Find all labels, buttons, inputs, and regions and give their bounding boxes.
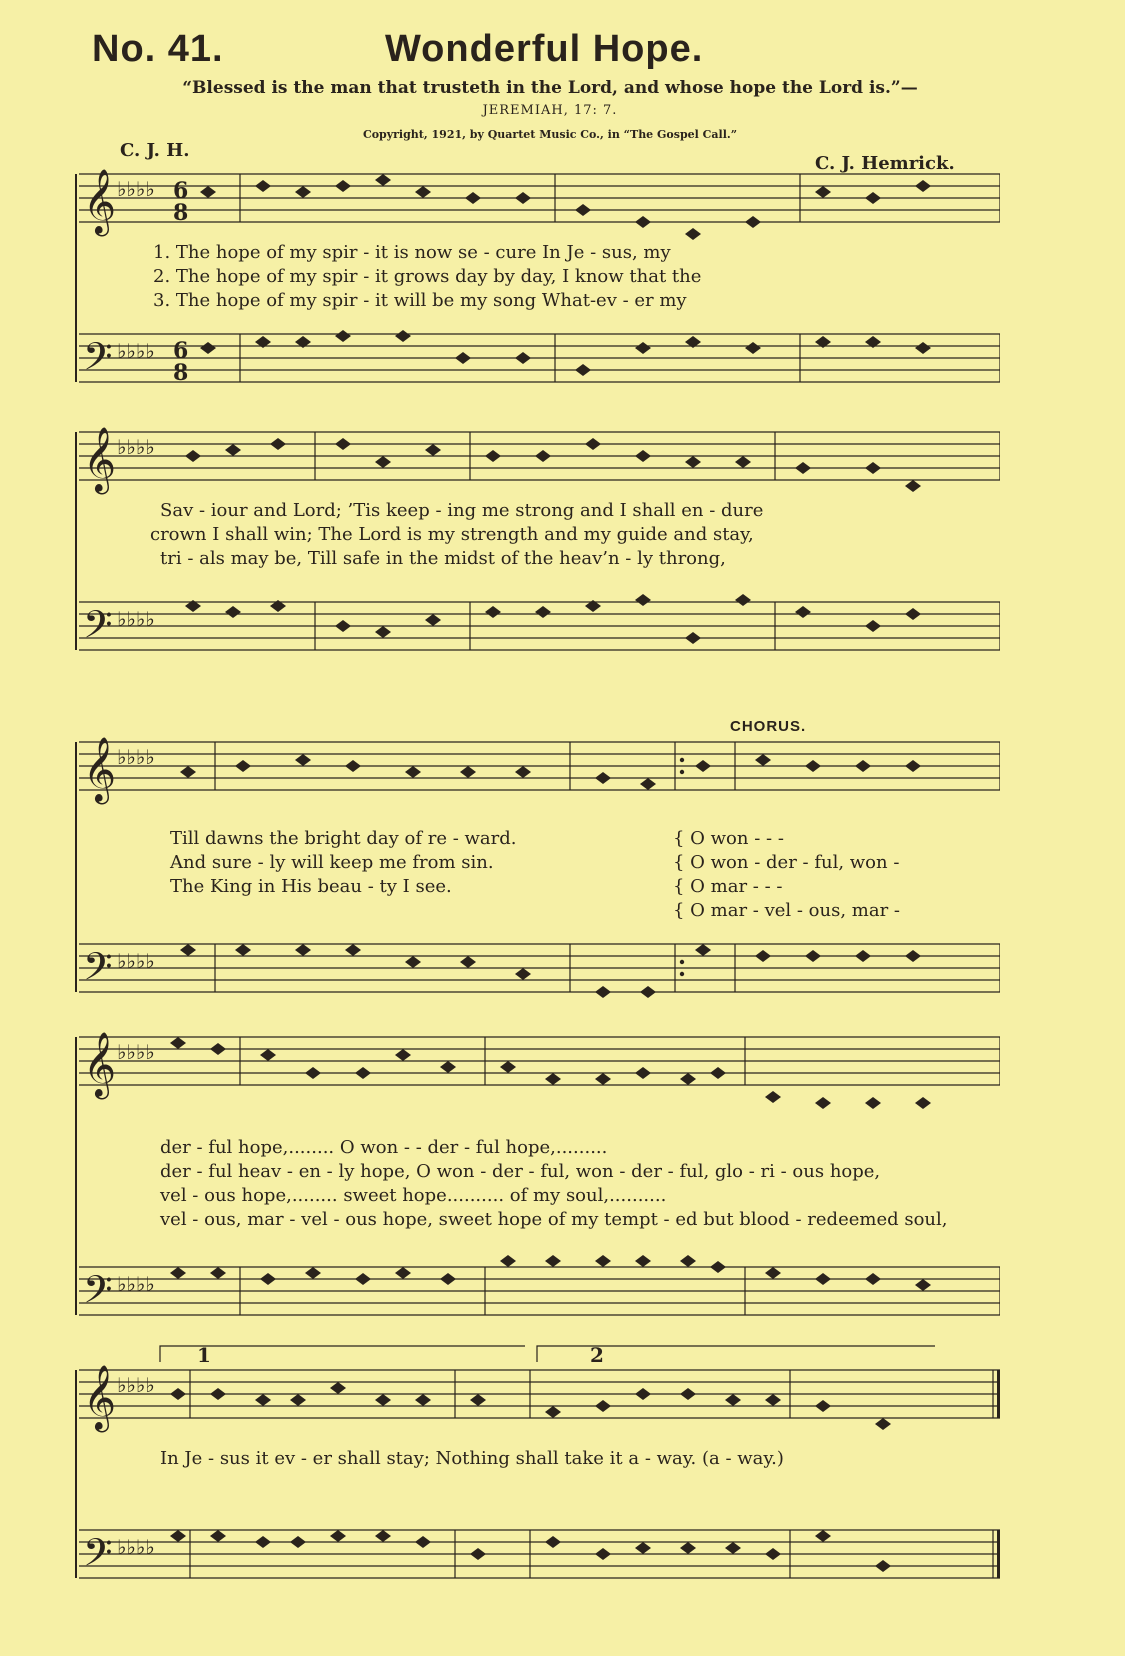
svg-text:𝄞: 𝄞 xyxy=(83,427,117,492)
copyright-notice: Copyright, 1921, by Quartet Music Co., in “The Gospel Call.” xyxy=(362,128,738,141)
scripture-reference: JEREMIAH, 17: 7. xyxy=(482,103,618,118)
lyric-line-1: der - ful hope,........ O won - - der - ful hope,......... xyxy=(160,1137,608,1158)
lyric-verse-2: 2. The hope of my spir - it grows day by day, I know that the xyxy=(153,266,702,287)
svg-text:𝄞: 𝄞 xyxy=(83,1365,117,1430)
svg-text:♭♭♭♭: ♭♭♭♭ xyxy=(117,745,155,769)
staff-pair-graphic xyxy=(75,1340,1000,1640)
lyric-line-2: der - ful heav - en - ly hope, O won - der - ful, won - der - ful, glo - ri - ous hope, xyxy=(160,1161,881,1182)
lyric-line-final: In Je - sus it ev - er shall stay; Nothing shall take it a - way. (a - way.) xyxy=(160,1448,784,1469)
svg-text:♭♭♭♭: ♭♭♭♭ xyxy=(117,1272,155,1296)
svg-text:8: 8 xyxy=(173,360,189,386)
key-signature-icon: ♭♭♭♭ xyxy=(117,177,155,201)
chorus-lyric-3: { O mar - - - xyxy=(673,876,783,897)
chorus-lyric-4: { O mar - vel - ous, mar - xyxy=(673,900,901,921)
lyric-verse-3: tri - als may be, Till safe in the midst of the heav’n - ly throng, xyxy=(160,548,726,569)
time-signature-top: 6 xyxy=(173,178,189,204)
svg-text:♭♭♭♭: ♭♭♭♭ xyxy=(117,1373,155,1397)
time-signature-bottom: 8 xyxy=(173,200,189,226)
svg-text:6: 6 xyxy=(173,338,189,364)
bass-clef-icon: 𝄢 xyxy=(83,334,113,388)
svg-text:♭♭♭♭: ♭♭♭♭ xyxy=(117,435,155,459)
music-system-1 xyxy=(75,162,1000,402)
second-ending-label: 2 xyxy=(590,1343,604,1367)
svg-text:𝄞: 𝄞 xyxy=(83,737,117,802)
hymn-title: Wonderful Hope. xyxy=(385,28,704,70)
lyric-verse-1: Till dawns the bright day of re - ward. xyxy=(170,828,517,849)
lyric-verse-3: The King in His beau - ty I see. xyxy=(170,876,452,897)
first-ending-label: 1 xyxy=(197,1343,211,1367)
svg-text:𝄢: 𝄢 xyxy=(83,1530,113,1584)
lyric-verse-3: 3. The hope of my spir - it will be my song What-ev - er my xyxy=(153,290,687,311)
svg-text:𝄢: 𝄢 xyxy=(83,602,113,656)
composer-credit: C. J. Hemrick. xyxy=(815,153,955,174)
svg-text:𝄞: 𝄞 xyxy=(83,1032,117,1097)
music-system-2 xyxy=(75,420,1000,680)
svg-text:♭♭♭♭: ♭♭♭♭ xyxy=(117,1535,155,1559)
lyric-verse-1: 1. The hope of my spir - it is now se - cure In Je - sus, my xyxy=(153,242,671,263)
music-system-5 xyxy=(75,1340,1000,1640)
scripture-epigraph: “Blessed is the man that trusteth in the Lord, and whose hope the Lord is.”— xyxy=(182,78,918,98)
music-system-4 xyxy=(75,1025,1000,1325)
svg-text:♭♭♭♭: ♭♭♭♭ xyxy=(117,1040,155,1064)
svg-text:𝄢: 𝄢 xyxy=(83,944,113,998)
hymn-number: No. 41. xyxy=(92,28,224,70)
svg-text:𝄢: 𝄢 xyxy=(83,1267,113,1321)
svg-text:♭♭♭♭: ♭♭♭♭ xyxy=(117,607,155,631)
chorus-label: CHORUS. xyxy=(730,718,807,735)
chorus-lyric-1: { O won - - - xyxy=(673,828,784,849)
lyric-verse-1: Sav - iour and Lord; ’Tis keep - ing me strong and I shall en - dure xyxy=(160,500,764,521)
svg-text:♭♭♭♭: ♭♭♭♭ xyxy=(117,339,155,363)
treble-clef-icon: 𝄞 xyxy=(83,169,117,234)
lyric-verse-2: crown I shall win; The Lord is my strength and my guide and stay, xyxy=(150,524,754,545)
lyric-line-4: vel - ous, mar - vel - ous hope, sweet hope of my tempt - ed but blood - redeemed soul, xyxy=(160,1209,948,1230)
lyricist-credit: C. J. H. xyxy=(120,140,190,161)
music-system-3 xyxy=(75,720,1000,1010)
chorus-lyric-2: { O won - der - ful, won - xyxy=(673,852,900,873)
lyric-line-3: vel - ous hope,........ sweet hope.......... of my soul,.......... xyxy=(160,1185,667,1206)
lyric-verse-2: And sure - ly will keep me from sin. xyxy=(170,852,494,873)
svg-text:♭♭♭♭: ♭♭♭♭ xyxy=(117,949,155,973)
